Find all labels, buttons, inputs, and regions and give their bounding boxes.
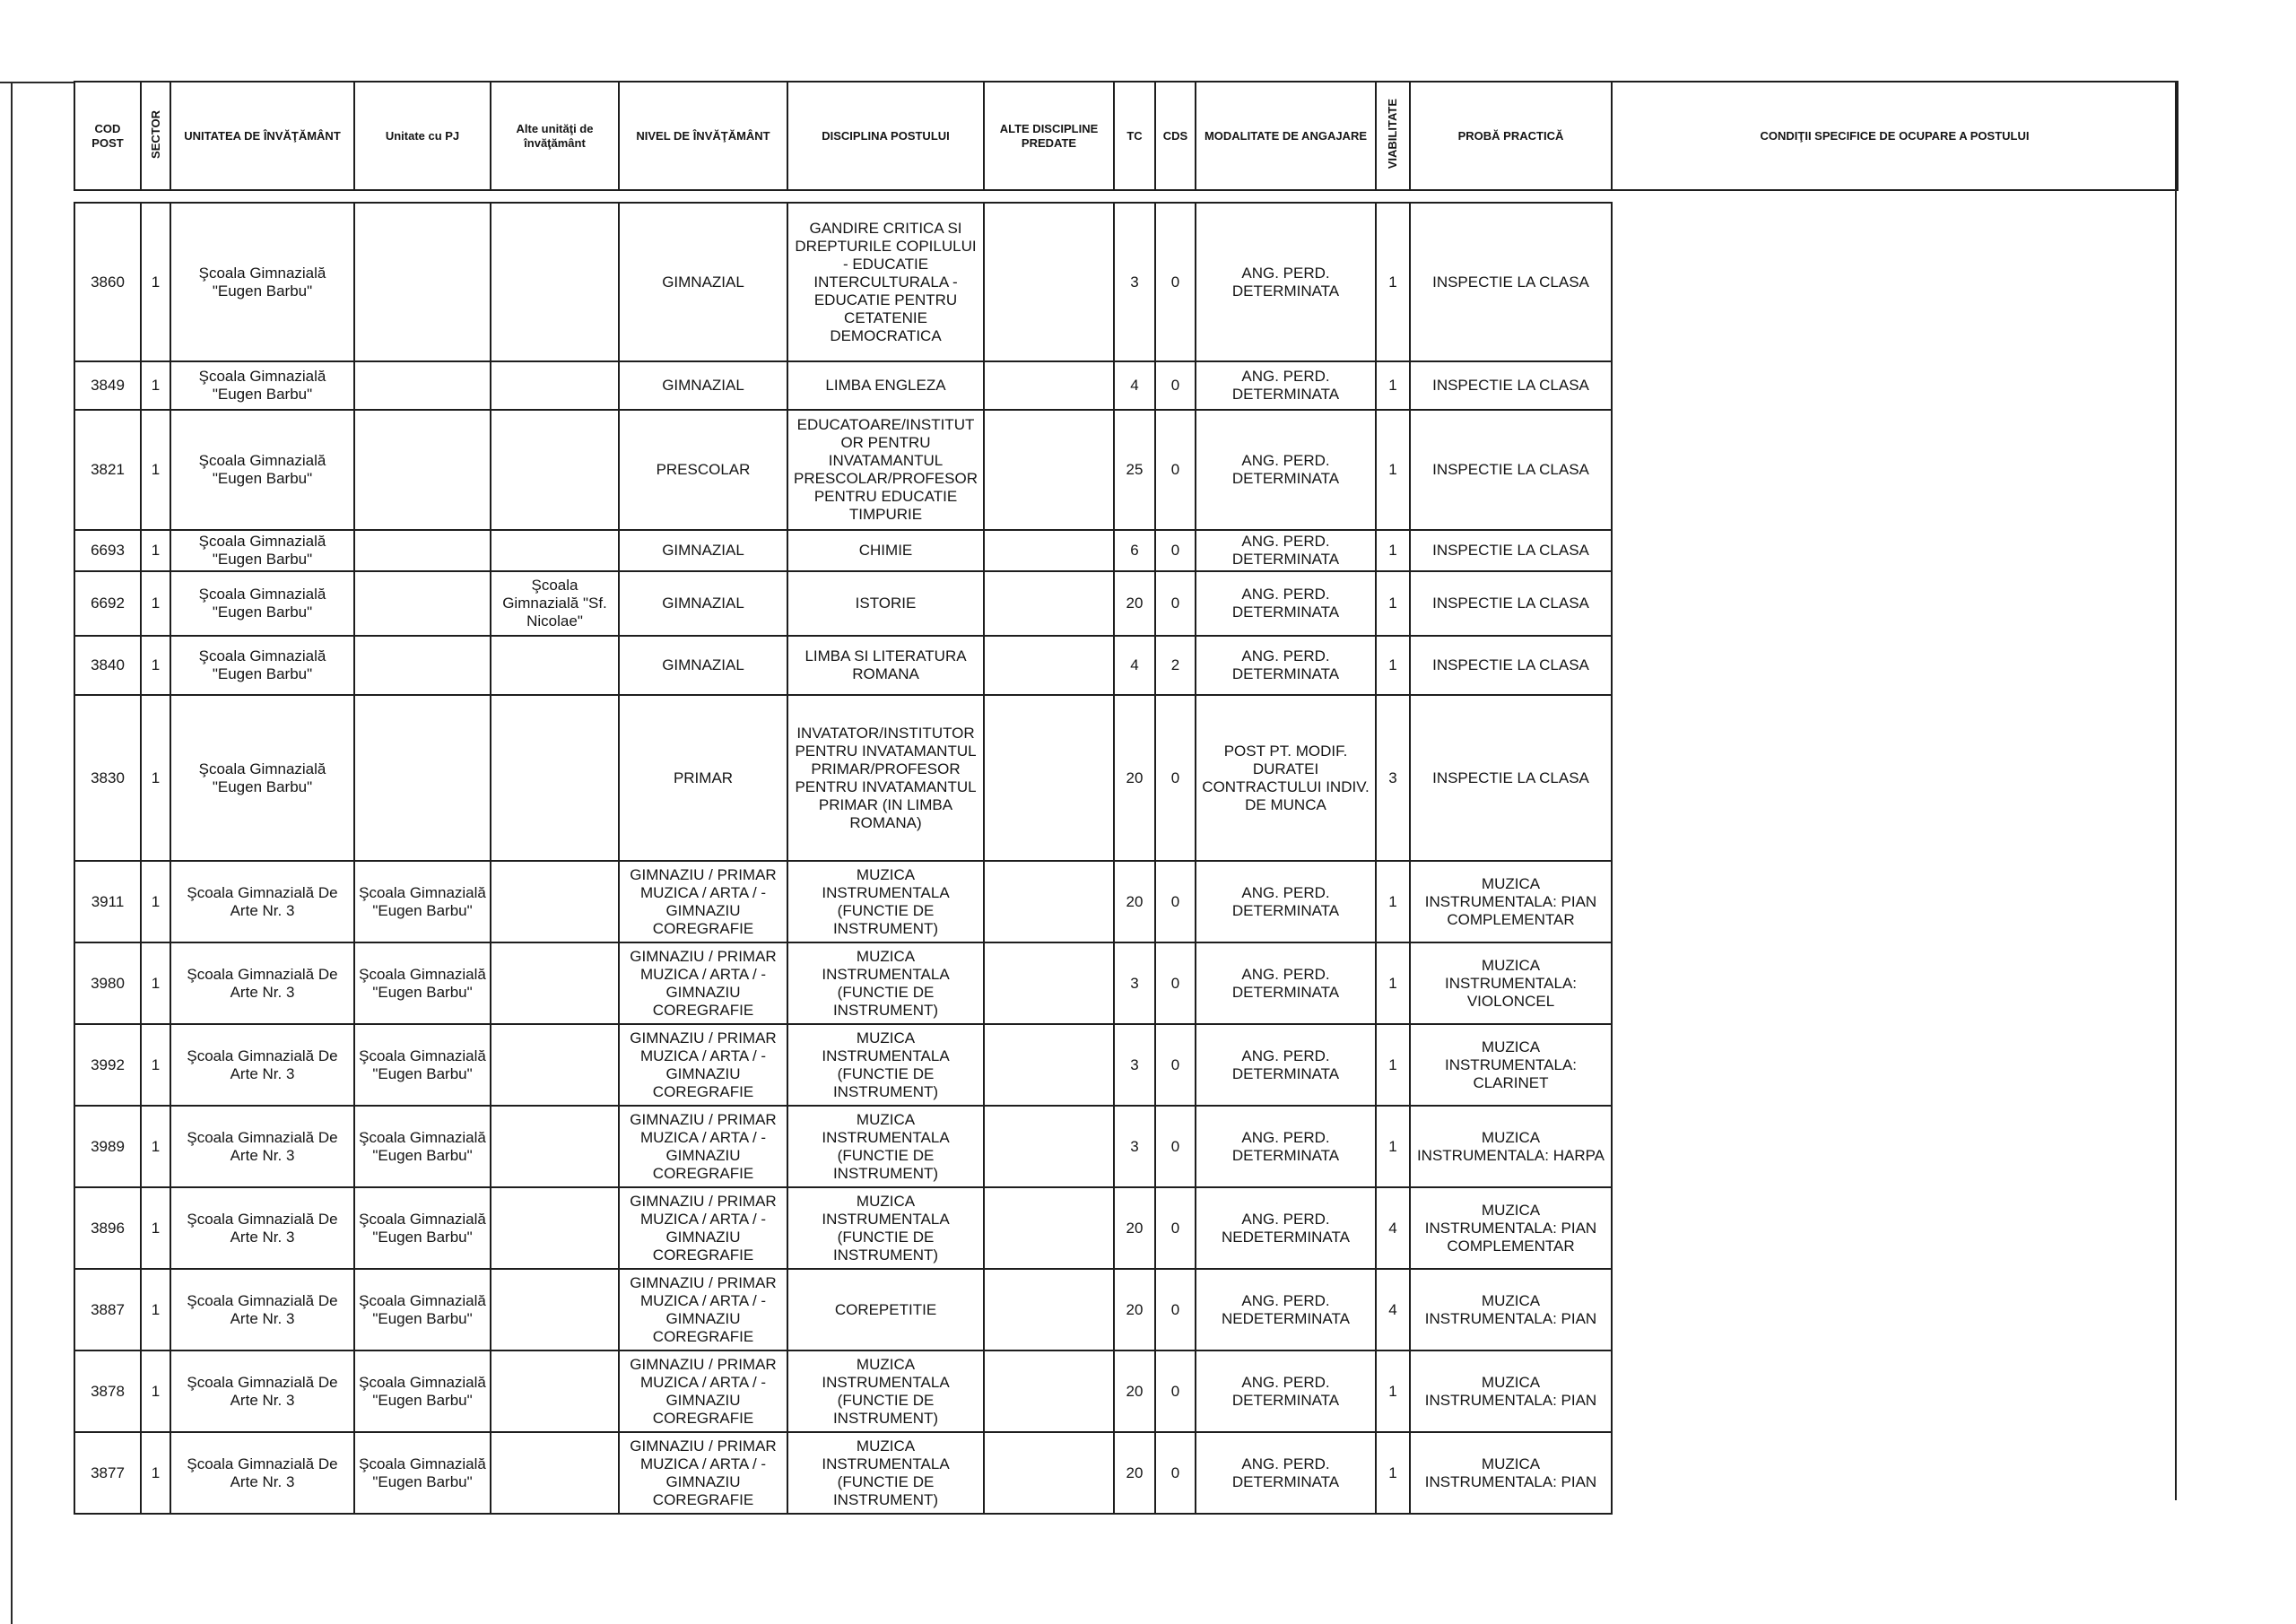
nivel-cell: GIMNAZIU / PRIMAR MUZICA / ARTA / - GIMNAZIU COREGRAFIE <box>619 1024 787 1106</box>
alte-unitati-cell <box>491 1106 619 1187</box>
tc-cell: 3 <box>1114 203 1155 361</box>
tc-cell: 3 <box>1114 1024 1155 1106</box>
proba-practica-cell: INSPECTIE LA CLASA <box>1410 571 1612 636</box>
proba-practica-cell: MUZICA INSTRUMENTALA: PIAN <box>1410 1269 1612 1350</box>
unitate-pj-cell <box>354 203 491 361</box>
cod-post-cell: 3877 <box>74 1432 141 1514</box>
alte-unitati-cell <box>491 1024 619 1106</box>
alte-discipline-cell <box>984 695 1114 861</box>
unitate-pj-cell <box>354 571 491 636</box>
nivel-cell: GIMNAZIU / PRIMAR MUZICA / ARTA / - GIMNAZIU COREGRAFIE <box>619 861 787 942</box>
unitatea-cell: Şcoala Gimnazială De Arte Nr. 3 <box>170 1187 354 1269</box>
unitatea-cell: Şcoala Gimnazială "Eugen Barbu" <box>170 695 354 861</box>
cod-post-cell: 3992 <box>74 1024 141 1106</box>
unitate-pj-cell: Şcoala Gimnazială "Eugen Barbu" <box>354 1432 491 1514</box>
proba-practica-cell: MUZICA INSTRUMENTALA: VIOLONCEL <box>1410 942 1612 1024</box>
cds-cell: 0 <box>1155 1024 1196 1106</box>
nivel-cell: GIMNAZIU / PRIMAR MUZICA / ARTA / - GIMNAZIU COREGRAFIE <box>619 1350 787 1432</box>
conditii-column-right-line <box>2175 81 2177 1500</box>
sector-cell: 1 <box>141 695 170 861</box>
alte-unitati-cell <box>491 1269 619 1350</box>
proba-practica-cell: MUZICA INSTRUMENTALA: HARPA <box>1410 1106 1612 1187</box>
post-row <box>74 530 1612 571</box>
sector-cell: 1 <box>141 1024 170 1106</box>
proba-practica-cell: MUZICA INSTRUMENTALA: PIAN COMPLEMENTAR <box>1410 1187 1612 1269</box>
cds-cell: 0 <box>1155 203 1196 361</box>
alte-discipline-cell <box>984 1350 1114 1432</box>
header-unitate-pj: Unitate cu PJ <box>354 82 491 190</box>
cod-post-cell: 3860 <box>74 203 141 361</box>
tc-cell: 20 <box>1114 1432 1155 1514</box>
unitate-pj-cell <box>354 361 491 410</box>
modalitate-cell: ANG. PERD. DETERMINATA <box>1196 530 1376 571</box>
modalitate-cell: ANG. PERD. DETERMINATA <box>1196 410 1376 530</box>
nivel-cell: GIMNAZIAL <box>619 203 787 361</box>
unitatea-cell: Şcoala Gimnazială De Arte Nr. 3 <box>170 1106 354 1187</box>
alte-unitati-cell <box>491 410 619 530</box>
modalitate-cell: ANG. PERD. DETERMINATA <box>1196 861 1376 942</box>
tc-cell: 3 <box>1114 1106 1155 1187</box>
tc-cell: 20 <box>1114 1269 1155 1350</box>
unitatea-cell: Şcoala Gimnazială "Eugen Barbu" <box>170 361 354 410</box>
disciplina-cell: GANDIRE CRITICA SI DREPTURILE COPILULUI - EDUCATIE INTERCULTURALA - EDUCATIE PENTRU CETATENIE DEMOCRATICA <box>787 203 984 361</box>
proba-practica-cell: MUZICA INSTRUMENTALA: PIAN COMPLEMENTAR <box>1410 861 1612 942</box>
nivel-cell: GIMNAZIU / PRIMAR MUZICA / ARTA / - GIMNAZIU COREGRAFIE <box>619 942 787 1024</box>
cds-cell: 0 <box>1155 1432 1196 1514</box>
cod-post-cell: 3980 <box>74 942 141 1024</box>
alte-unitati-cell <box>491 942 619 1024</box>
cod-post-cell: 3878 <box>74 1350 141 1432</box>
cds-cell: 0 <box>1155 530 1196 571</box>
header-cod-post: COD POST <box>74 82 141 190</box>
unitate-pj-cell <box>354 410 491 530</box>
unitatea-cell: Şcoala Gimnazială De Arte Nr. 3 <box>170 1432 354 1514</box>
cod-post-cell: 3896 <box>74 1187 141 1269</box>
post-row <box>74 636 1612 695</box>
cod-post-cell: 3849 <box>74 361 141 410</box>
header-row <box>74 82 2178 190</box>
nivel-cell: GIMNAZIU / PRIMAR MUZICA / ARTA / - GIMNAZIU COREGRAFIE <box>619 1269 787 1350</box>
alte-discipline-cell <box>984 1432 1114 1514</box>
viabilitate-cell: 1 <box>1376 636 1410 695</box>
viabilitate-cell: 1 <box>1376 1350 1410 1432</box>
alte-discipline-cell <box>984 1024 1114 1106</box>
nivel-cell: GIMNAZIU / PRIMAR MUZICA / ARTA / - GIMNAZIU COREGRAFIE <box>619 1106 787 1187</box>
posts-rows <box>74 203 1612 1514</box>
cds-cell: 0 <box>1155 1269 1196 1350</box>
proba-practica-cell: INSPECTIE LA CLASA <box>1410 410 1612 530</box>
disciplina-cell: MUZICA INSTRUMENTALA (FUNCTIE DE INSTRUMENT) <box>787 1024 984 1106</box>
unitatea-cell: Şcoala Gimnazială "Eugen Barbu" <box>170 636 354 695</box>
unitate-pj-cell: Şcoala Gimnazială "Eugen Barbu" <box>354 942 491 1024</box>
unitatea-cell: Şcoala Gimnazială De Arte Nr. 3 <box>170 1269 354 1350</box>
cds-cell: 0 <box>1155 410 1196 530</box>
proba-practica-cell: INSPECTIE LA CLASA <box>1410 361 1612 410</box>
post-row <box>74 1350 1612 1432</box>
viabilitate-cell: 1 <box>1376 410 1410 530</box>
scan-left-edge-line <box>11 83 13 1624</box>
alte-discipline-cell <box>984 942 1114 1024</box>
modalitate-cell: ANG. PERD. DETERMINATA <box>1196 571 1376 636</box>
post-row <box>74 203 1612 361</box>
modalitate-cell: ANG. PERD. DETERMINATA <box>1196 1024 1376 1106</box>
nivel-cell: GIMNAZIAL <box>619 361 787 410</box>
unitate-pj-cell: Şcoala Gimnazială "Eugen Barbu" <box>354 1350 491 1432</box>
alte-unitati-cell <box>491 361 619 410</box>
alte-discipline-cell <box>984 361 1114 410</box>
proba-practica-cell: MUZICA INSTRUMENTALA: PIAN <box>1410 1432 1612 1514</box>
sector-cell: 1 <box>141 1432 170 1514</box>
modalitate-cell: ANG. PERD. DETERMINATA <box>1196 203 1376 361</box>
sector-cell: 1 <box>141 1350 170 1432</box>
cds-cell: 2 <box>1155 636 1196 695</box>
alte-discipline-cell <box>984 571 1114 636</box>
nivel-cell: PRESCOLAR <box>619 410 787 530</box>
viabilitate-cell: 1 <box>1376 1432 1410 1514</box>
header-modalitate: MODALITATE DE ANGAJARE <box>1196 82 1376 190</box>
disciplina-cell: MUZICA INSTRUMENTALA (FUNCTIE DE INSTRUMENT) <box>787 1350 984 1432</box>
cod-post-cell: 3821 <box>74 410 141 530</box>
alte-discipline-cell <box>984 861 1114 942</box>
post-row <box>74 410 1612 530</box>
viabilitate-cell: 1 <box>1376 1024 1410 1106</box>
tc-cell: 20 <box>1114 1350 1155 1432</box>
viabilitate-cell: 1 <box>1376 861 1410 942</box>
header-sector-label: SECTOR <box>148 109 162 159</box>
proba-practica-cell: INSPECTIE LA CLASA <box>1410 203 1612 361</box>
unitatea-cell: Şcoala Gimnazială De Arte Nr. 3 <box>170 942 354 1024</box>
header-cds: CDS <box>1155 82 1196 190</box>
header-sector <box>141 82 170 190</box>
cds-cell: 0 <box>1155 361 1196 410</box>
post-row <box>74 361 1612 410</box>
sector-cell: 1 <box>141 361 170 410</box>
disciplina-cell: MUZICA INSTRUMENTALA (FUNCTIE DE INSTRUMENT) <box>787 1187 984 1269</box>
alte-discipline-cell <box>984 203 1114 361</box>
sector-cell: 1 <box>141 1106 170 1187</box>
modalitate-cell: ANG. PERD. DETERMINATA <box>1196 1432 1376 1514</box>
unitatea-cell: Şcoala Gimnazială "Eugen Barbu" <box>170 530 354 571</box>
sector-cell: 1 <box>141 942 170 1024</box>
post-row <box>74 861 1612 942</box>
header-disciplina: DISCIPLINA POSTULUI <box>787 82 984 190</box>
header-conditii: CONDIŢII SPECIFICE DE OCUPARE A POSTULUI <box>1612 82 2178 190</box>
post-row <box>74 571 1612 636</box>
unitatea-cell: Şcoala Gimnazială "Eugen Barbu" <box>170 203 354 361</box>
alte-discipline-cell <box>984 1269 1114 1350</box>
alte-unitati-cell: Şcoala Gimnazială "Sf. Nicolae" <box>491 571 619 636</box>
header-proba-practica: PROBĂ PRACTICĂ <box>1410 82 1612 190</box>
cds-cell: 0 <box>1155 1106 1196 1187</box>
modalitate-cell: ANG. PERD. DETERMINATA <box>1196 942 1376 1024</box>
viabilitate-cell: 1 <box>1376 571 1410 636</box>
proba-practica-cell: MUZICA INSTRUMENTALA: PIAN <box>1410 1350 1612 1432</box>
cds-cell: 0 <box>1155 695 1196 861</box>
alte-discipline-cell <box>984 530 1114 571</box>
cds-cell: 0 <box>1155 861 1196 942</box>
alte-discipline-cell <box>984 410 1114 530</box>
proba-practica-cell: MUZICA INSTRUMENTALA: CLARINET <box>1410 1024 1612 1106</box>
sector-cell: 1 <box>141 861 170 942</box>
disciplina-cell: MUZICA INSTRUMENTALA (FUNCTIE DE INSTRUMENT) <box>787 1106 984 1187</box>
alte-unitati-cell <box>491 530 619 571</box>
unitatea-cell: Şcoala Gimnazială De Arte Nr. 3 <box>170 1350 354 1432</box>
modalitate-cell: ANG. PERD. DETERMINATA <box>1196 1350 1376 1432</box>
sector-cell: 1 <box>141 571 170 636</box>
modalitate-cell: POST PT. MODIF. DURATEI CONTRACTULUI INDIV. DE MUNCA <box>1196 695 1376 861</box>
sector-cell: 1 <box>141 1269 170 1350</box>
sector-cell: 1 <box>141 410 170 530</box>
disciplina-cell: COREPETITIE <box>787 1269 984 1350</box>
unitatea-cell: Şcoala Gimnazială De Arte Nr. 3 <box>170 861 354 942</box>
disciplina-cell: CHIMIE <box>787 530 984 571</box>
tc-cell: 4 <box>1114 636 1155 695</box>
disciplina-cell: ISTORIE <box>787 571 984 636</box>
nivel-cell: GIMNAZIAL <box>619 571 787 636</box>
unitate-pj-cell <box>354 530 491 571</box>
header-tc: TC <box>1114 82 1155 190</box>
nivel-cell: GIMNAZIAL <box>619 636 787 695</box>
posts-table-header <box>74 81 2179 191</box>
nivel-cell: GIMNAZIU / PRIMAR MUZICA / ARTA / - GIMNAZIU COREGRAFIE <box>619 1432 787 1514</box>
post-row <box>74 1106 1612 1187</box>
unitatea-cell: Şcoala Gimnazială "Eugen Barbu" <box>170 410 354 530</box>
disciplina-cell: MUZICA INSTRUMENTALA (FUNCTIE DE INSTRUMENT) <box>787 942 984 1024</box>
header-alte-unitati: Alte unităţi de învăţământ <box>491 82 619 190</box>
unitatea-cell: Şcoala Gimnazială De Arte Nr. 3 <box>170 1024 354 1106</box>
modalitate-cell: ANG. PERD. DETERMINATA <box>1196 1106 1376 1187</box>
alte-discipline-cell <box>984 1106 1114 1187</box>
disciplina-cell: MUZICA INSTRUMENTALA (FUNCTIE DE INSTRUMENT) <box>787 861 984 942</box>
header-unitatea: UNITATEA DE ÎNVĂŢĂMÂNT <box>170 82 354 190</box>
tc-cell: 6 <box>1114 530 1155 571</box>
tc-cell: 3 <box>1114 942 1155 1024</box>
post-row <box>74 1187 1612 1269</box>
alte-unitati-cell <box>491 203 619 361</box>
disciplina-cell: MUZICA INSTRUMENTALA (FUNCTIE DE INSTRUMENT) <box>787 1432 984 1514</box>
alte-unitati-cell <box>491 1350 619 1432</box>
post-row <box>74 695 1612 861</box>
viabilitate-cell: 1 <box>1376 203 1410 361</box>
proba-practica-cell: INSPECTIE LA CLASA <box>1410 695 1612 861</box>
tc-cell: 20 <box>1114 695 1155 861</box>
unitate-pj-cell: Şcoala Gimnazială "Eugen Barbu" <box>354 861 491 942</box>
cod-post-cell: 3830 <box>74 695 141 861</box>
header-viabilitate <box>1376 82 1410 190</box>
cds-cell: 0 <box>1155 571 1196 636</box>
viabilitate-cell: 1 <box>1376 942 1410 1024</box>
cod-post-cell: 3989 <box>74 1106 141 1187</box>
unitate-pj-cell: Şcoala Gimnazială "Eugen Barbu" <box>354 1024 491 1106</box>
unitate-pj-cell: Şcoala Gimnazială "Eugen Barbu" <box>354 1187 491 1269</box>
header-viabilitate-label: VIABILITATE <box>1386 99 1399 169</box>
alte-unitati-cell <box>491 861 619 942</box>
proba-practica-cell: INSPECTIE LA CLASA <box>1410 636 1612 695</box>
modalitate-cell: ANG. PERD. DETERMINATA <box>1196 636 1376 695</box>
alte-discipline-cell <box>984 636 1114 695</box>
unitate-pj-cell <box>354 695 491 861</box>
proba-practica-cell: INSPECTIE LA CLASA <box>1410 530 1612 571</box>
sector-cell: 1 <box>141 1187 170 1269</box>
alte-unitati-cell <box>491 695 619 861</box>
disciplina-cell: EDUCATOARE/INSTITUTOR PENTRU INVATAMANTUL PRESCOLAR/PROFESOR PENTRU EDUCATIE TIMPURIE <box>787 410 984 530</box>
header-alte-discipline: ALTE DISCIPLINE PREDATE <box>984 82 1114 190</box>
alte-unitati-cell <box>491 1187 619 1269</box>
viabilitate-cell: 1 <box>1376 1106 1410 1187</box>
unitatea-cell: Şcoala Gimnazială "Eugen Barbu" <box>170 571 354 636</box>
cds-cell: 0 <box>1155 1187 1196 1269</box>
disciplina-cell: LIMBA ENGLEZA <box>787 361 984 410</box>
cod-post-cell: 3887 <box>74 1269 141 1350</box>
sector-cell: 1 <box>141 530 170 571</box>
viabilitate-cell: 1 <box>1376 530 1410 571</box>
header-nivel: NIVEL DE ÎNVĂŢĂMÂNT <box>619 82 787 190</box>
cds-cell: 0 <box>1155 942 1196 1024</box>
disciplina-cell: LIMBA SI LITERATURA ROMANA <box>787 636 984 695</box>
tc-cell: 4 <box>1114 361 1155 410</box>
alte-discipline-cell <box>984 1187 1114 1269</box>
nivel-cell: GIMNAZIU / PRIMAR MUZICA / ARTA / - GIMNAZIU COREGRAFIE <box>619 1187 787 1269</box>
sector-cell: 1 <box>141 203 170 361</box>
modalitate-cell: ANG. PERD. NEDETERMINATA <box>1196 1187 1376 1269</box>
viabilitate-cell: 3 <box>1376 695 1410 861</box>
alte-unitati-cell <box>491 1432 619 1514</box>
tc-cell: 25 <box>1114 410 1155 530</box>
viabilitate-cell: 4 <box>1376 1187 1410 1269</box>
alte-unitati-cell <box>491 636 619 695</box>
tc-cell: 20 <box>1114 861 1155 942</box>
modalitate-cell: ANG. PERD. NEDETERMINATA <box>1196 1269 1376 1350</box>
cod-post-cell: 6692 <box>74 571 141 636</box>
cod-post-cell: 6693 <box>74 530 141 571</box>
sector-cell: 1 <box>141 636 170 695</box>
cod-post-cell: 3840 <box>74 636 141 695</box>
nivel-cell: GIMNAZIAL <box>619 530 787 571</box>
disciplina-cell: INVATATOR/INSTITUTOR PENTRU INVATAMANTUL PRIMAR/PROFESOR PENTRU INVATAMANTUL PRIMAR (IN LIMBA ROMANA) <box>787 695 984 861</box>
post-row <box>74 1024 1612 1106</box>
cds-cell: 0 <box>1155 1350 1196 1432</box>
tc-cell: 20 <box>1114 571 1155 636</box>
modalitate-cell: ANG. PERD. DETERMINATA <box>1196 361 1376 410</box>
unitate-pj-cell: Şcoala Gimnazială "Eugen Barbu" <box>354 1106 491 1187</box>
post-row <box>74 942 1612 1024</box>
posts-table-body <box>74 202 1613 1515</box>
cod-post-cell: 3911 <box>74 861 141 942</box>
nivel-cell: PRIMAR <box>619 695 787 861</box>
unitate-pj-cell <box>354 636 491 695</box>
viabilitate-cell: 4 <box>1376 1269 1410 1350</box>
viabilitate-cell: 1 <box>1376 361 1410 410</box>
tc-cell: 20 <box>1114 1187 1155 1269</box>
post-row <box>74 1269 1612 1350</box>
unitate-pj-cell: Şcoala Gimnazială "Eugen Barbu" <box>354 1269 491 1350</box>
post-row <box>74 1432 1612 1514</box>
